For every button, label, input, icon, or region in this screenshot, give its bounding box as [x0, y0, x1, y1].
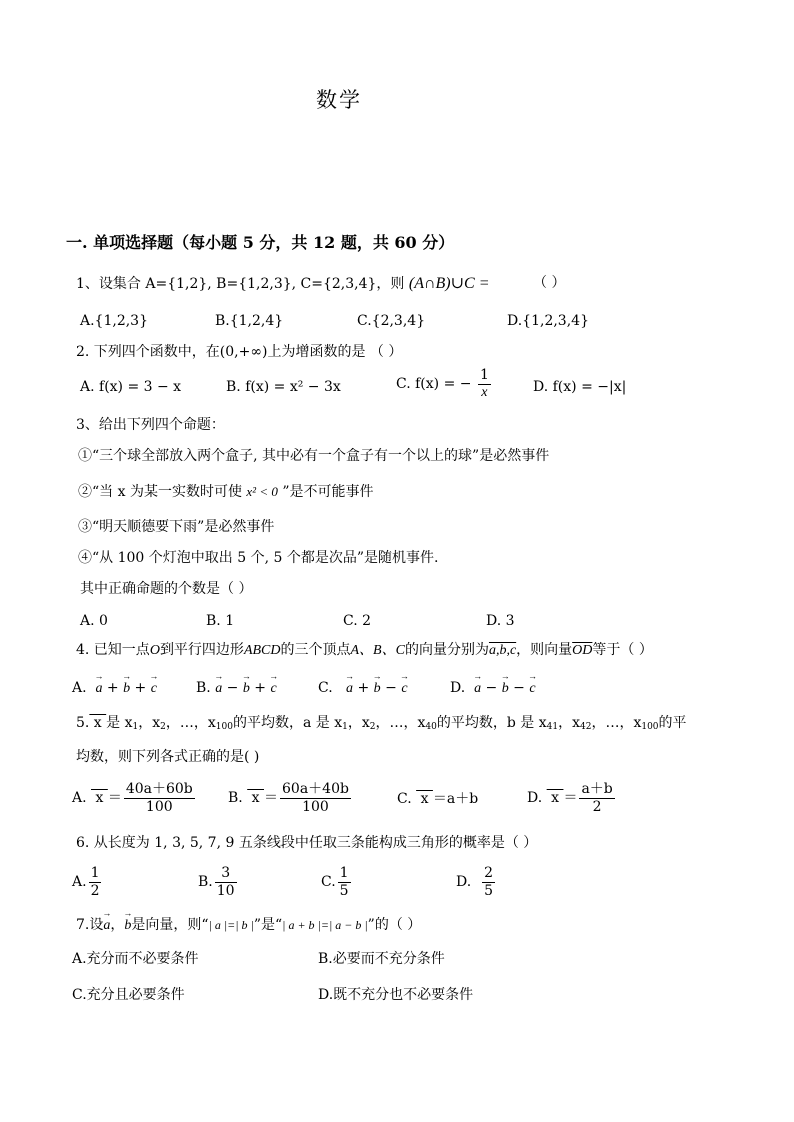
q7-stem-d: ”是“ — [253, 917, 283, 933]
q1-option-b: B.{1,2,4} — [215, 313, 284, 329]
q6-option-d — [456, 866, 497, 898]
q2-option-b: B. f(x) = x² − 3x — [226, 379, 341, 395]
q3-option-b: B. 1 — [206, 613, 235, 629]
q1-option-d: D.{1,2,3,4} — [507, 313, 589, 329]
q4-stem — [76, 643, 653, 658]
q4-option-c: C. → a + → b − → c — [318, 679, 408, 696]
q4-vector-od: $\overline{OD}$ — [572, 643, 593, 658]
q7-expr-1: | a |=| b | — [208, 918, 254, 932]
q3-p2-expr: x² < 0 — [246, 484, 278, 499]
q6-c-den: 5 — [339, 882, 349, 899]
q7-stem-a: 7.设 — [76, 917, 104, 933]
q7-stem-e: ”的（ ） — [367, 917, 422, 933]
q1-option-c: C.{2,3,4} — [357, 313, 426, 329]
q6-a-num: 1 — [90, 865, 100, 881]
question-1 — [76, 276, 490, 292]
q4-option-b-label: B. — [196, 680, 211, 696]
q2-option-a: A. f(x) = 3 − x — [80, 379, 182, 395]
q5-b-num: 60a＋40b — [282, 781, 349, 797]
q4-option-d-label: D. — [450, 680, 466, 696]
q5-number: 5. — [76, 715, 90, 731]
q5-line-1: 5. x 是 $x_1$，$x_2$，…，$x_{100}$的平均数，a 是 $x_1$，$x_2$，…，$x_{40}$的平均数，b 是 $x_{41}$，$x_{42}$，…，$x_{100}$的平 — [76, 715, 687, 732]
q7-option-c: C.充分且必要条件 — [72, 987, 185, 1003]
q6-c-label: C. — [321, 874, 336, 891]
q5-b-den: 100 — [302, 798, 329, 815]
q6-b-den: 10 — [216, 882, 235, 899]
q6-b-num: 3 — [215, 866, 237, 883]
q3-p2-suffix: ”是不可能事件 — [282, 484, 374, 500]
q3-proposition-1: ①“三个球全部放入两个盒子, 其中必有一个盒子有一个以上的球”是必然事件 — [78, 448, 550, 464]
q4-abcd: ABCD — [243, 643, 281, 658]
q5-text-d: 的平均数，b 是 x — [436, 715, 547, 731]
q3-ask: 其中正确命题的个数是（ ） — [80, 581, 253, 597]
q6-b-label: B. — [198, 874, 213, 891]
q5-d-den: 2 — [592, 798, 602, 815]
q5-option-b-fraction — [280, 782, 351, 814]
q4-stem-b: 到平行四边形 — [159, 642, 244, 658]
q6-a-label: A. — [72, 874, 87, 891]
q2-option-c-fraction — [478, 368, 491, 400]
q3-option-c: C. 2 — [343, 613, 372, 629]
q1-blank: （ ） — [533, 275, 566, 291]
q3-proposition-2 — [78, 485, 373, 499]
q4-point-o: O — [149, 643, 160, 658]
q3-stem: 3、给出下列四个命题： — [76, 417, 225, 433]
q6-d-num: 2 — [484, 865, 494, 881]
q3-option-a: A. 0 — [80, 613, 108, 629]
q6-stem: 6. 从长度为 1, 3, 5, 7, 9 五条线段中任取三条能构成三角形的概率是（ ） — [76, 835, 538, 851]
q7-expr-2: | a + b |=| a − b | — [282, 918, 368, 932]
q2-stem: 2. 下列四个函数中，在(0,+∞)上为增函数的是 （ ） — [76, 344, 403, 360]
q6-d-label: D. — [456, 874, 472, 891]
q2-option-c-prefix: C. f(x) = − — [396, 376, 472, 393]
q5-text-b: 是 x — [106, 715, 133, 731]
q6-c-num: 1 — [339, 865, 349, 881]
q5-line-2: 均数，则下列各式正确的是( ) — [76, 749, 260, 765]
q7-stem-b: ， — [110, 917, 125, 933]
q5-option-a: A. x ＝ $\frac{40a+60b}{100}$ — [72, 781, 193, 815]
q3-proposition-4: ④“从 100 个灯泡中取出 5 个, 5 个都是次品”是随机事件. — [78, 550, 439, 566]
q6-option-c — [321, 866, 353, 898]
q2-option-c — [396, 368, 493, 400]
q4-stem-d: 的向量分别为 — [404, 642, 489, 658]
q4-stem-c: 的三个顶点 — [280, 642, 351, 658]
q5-option-c: C. x ＝a＋b — [397, 791, 479, 807]
q5-option-d: D. x ＝ $\frac{a+b}{2}$ — [527, 781, 613, 815]
q5-text-e: 的平 — [658, 715, 687, 731]
q7-option-d: D.既不充分也不必要条件 — [318, 987, 474, 1003]
q2-option-c-numerator: 1 — [479, 367, 489, 383]
q4-option-a-label: A. — [72, 680, 87, 696]
q1-stem: 1、设集合 A={1,2}, B={1,2,3}, C={2,3,4}，则 — [76, 276, 405, 292]
q5-option-a-fraction — [124, 782, 195, 814]
q5-option-b: B. x ＝ $\frac{60a+40b}{100}$ — [228, 781, 349, 815]
q1-option-a: A.{1,2,3} — [80, 313, 148, 329]
q1-expr: (A∩B)∪C = — [408, 275, 490, 292]
q6-option-a — [72, 866, 103, 898]
q5-d-num: a＋b — [581, 781, 613, 797]
q6-option-b — [198, 866, 239, 898]
q4-option-a: A. → a + → b + → c — [72, 679, 157, 696]
q3-option-d: D. 3 — [486, 613, 515, 629]
q3-proposition-3: ③“明天顺德要下雨”是必然事件 — [78, 519, 275, 535]
q2-option-d: D. f(x) = −|x| — [533, 379, 627, 395]
q7-stem: 7.设→ a，→ b是向量，则“| a |=| b |”是“| a + b |=| a − b |”的（ ） — [76, 916, 421, 933]
q4-option-b: B. → a − → b + → c — [196, 679, 277, 696]
q7-option-b: B.必要而不充分条件 — [318, 951, 445, 967]
section-heading: 一. 单项选择题（每小题 5 分，共 12 题，共 60 分） — [66, 233, 455, 252]
q4-option-c-label: C. — [318, 680, 333, 696]
q7-stem-c: 是向量，则“ — [131, 917, 209, 933]
q5-option-d-fraction — [579, 782, 614, 814]
q3-p2-prefix: ②“当 x 为某一实数时可使 — [78, 484, 242, 500]
q6-d-den: 5 — [484, 882, 494, 899]
q4-stem-e: ，则向量 — [516, 642, 573, 658]
q4-vectors: a,b,c — [488, 643, 517, 658]
q7-option-a: A.充分而不必要条件 — [72, 951, 199, 967]
q4-stem-f: 等于（ ） — [592, 642, 653, 658]
q4-abc: A、B、C — [350, 643, 405, 658]
q5-c-expr: ＝a＋b — [432, 791, 479, 807]
q5-a-num: 40a＋60b — [125, 781, 193, 797]
q6-a-den: 2 — [90, 882, 100, 899]
page-title: 数学 — [316, 88, 362, 112]
q5-mean-x: x — [89, 715, 107, 731]
q5-text-c: 的平均数，a 是 x — [232, 715, 343, 731]
q4-stem-a: 4. 已知一点 — [76, 642, 150, 658]
q5-a-den: 100 — [145, 798, 173, 815]
q2-option-c-denominator: x — [481, 384, 488, 400]
q4-option-d: D. → a − → b − → c — [450, 679, 536, 696]
